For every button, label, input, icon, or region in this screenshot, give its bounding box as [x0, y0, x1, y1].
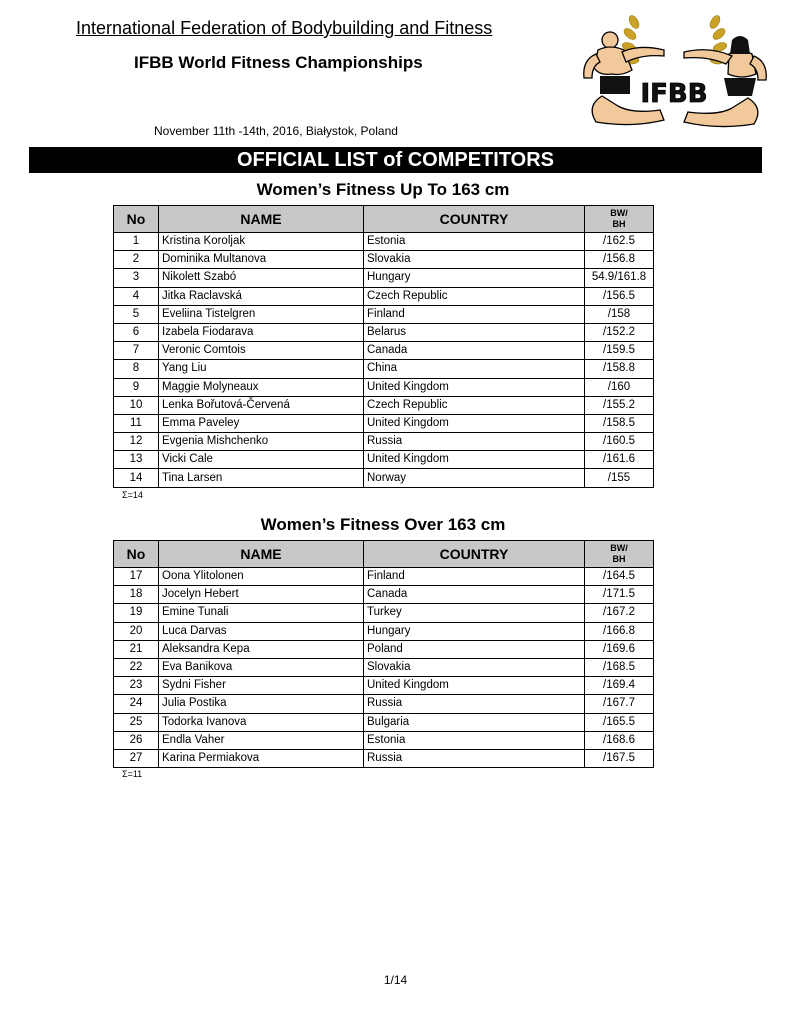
ifbb-logo: [572, 10, 777, 146]
table-row: [114, 396, 654, 414]
section-count-over-163: Σ=11: [122, 769, 143, 779]
cell-country: Canada: [364, 342, 585, 360]
column-header-name: NAME: [159, 206, 364, 233]
column-header-no: No: [114, 206, 159, 233]
cell-country: Bulgaria: [364, 713, 585, 731]
cell-name: Maggie Molyneaux: [159, 378, 364, 396]
cell-name: Nikolett Szabó: [159, 269, 364, 287]
cell-country: Czech Republic: [364, 396, 585, 414]
cell-bw-bh: /156.8: [585, 251, 654, 269]
cell-name: Todorka Ivanova: [159, 713, 364, 731]
cell-country: Hungary: [364, 269, 585, 287]
competitors-table-up-to-163: [113, 205, 654, 488]
cell-number: 19: [114, 604, 159, 622]
cell-number: 18: [114, 586, 159, 604]
column-header-bh: BH: [612, 554, 626, 564]
table-row: [114, 640, 654, 658]
cell-bw-bh: /166.8: [585, 622, 654, 640]
column-header-bw-bh: [585, 541, 654, 568]
cell-bw-bh: /168.5: [585, 658, 654, 676]
section-title-over-163: Women’s Fitness Over 163 cm: [260, 515, 506, 534]
column-header-country: COUNTRY: [364, 541, 585, 568]
table-row: [114, 469, 654, 487]
table-row: [114, 414, 654, 432]
cell-bw-bh: /169.6: [585, 640, 654, 658]
cell-bw-bh: /160.5: [585, 433, 654, 451]
cell-name: Veronic Comtois: [159, 342, 364, 360]
cell-country: Estonia: [364, 731, 585, 749]
cell-number: 27: [114, 749, 159, 767]
cell-country: Finland: [364, 305, 585, 323]
cell-bw-bh: /152.2: [585, 323, 654, 341]
organization-title: International Federation of Bodybuilding and Fitness: [76, 18, 493, 38]
table-row: [114, 251, 654, 269]
table-row: [114, 677, 654, 695]
cell-name: Eva Banikova: [159, 658, 364, 676]
cell-name: Oona Ylitolonen: [159, 568, 364, 586]
cell-country: Czech Republic: [364, 287, 585, 305]
cell-name: Jitka Raclavská: [159, 287, 364, 305]
table-row: [114, 586, 654, 604]
table-row: [114, 269, 654, 287]
cell-bw-bh: /171.5: [585, 586, 654, 604]
cell-country: Belarus: [364, 323, 585, 341]
cell-name: Jocelyn Hebert: [159, 586, 364, 604]
page-number: 1/14: [383, 973, 408, 987]
cell-bw-bh: /162.5: [585, 233, 654, 251]
column-header-bh: BH: [612, 219, 626, 229]
cell-number: 11: [114, 414, 159, 432]
cell-name: Eveliina Tistelgren: [159, 305, 364, 323]
table-row: [114, 451, 654, 469]
cell-country: United Kingdom: [364, 677, 585, 695]
cell-name: Vicki Cale: [159, 451, 364, 469]
column-header-bw-bh: [585, 206, 654, 233]
cell-number: 5: [114, 305, 159, 323]
cell-number: 17: [114, 568, 159, 586]
cell-number: 14: [114, 469, 159, 487]
table-row: [114, 695, 654, 713]
cell-number: 21: [114, 640, 159, 658]
cell-name: Emma Paveley: [159, 414, 364, 432]
cell-name: Luca Darvas: [159, 622, 364, 640]
cell-bw-bh: /168.6: [585, 731, 654, 749]
cell-bw-bh: /167.7: [585, 695, 654, 713]
column-header-name: NAME: [159, 541, 364, 568]
cell-country: Russia: [364, 749, 585, 767]
table-row: [114, 342, 654, 360]
table-row: [114, 604, 654, 622]
official-list-banner: OFFICIAL LIST of COMPETITORS: [29, 147, 762, 173]
cell-name: Endla Vaher: [159, 731, 364, 749]
cell-name: Karina Permiakova: [159, 749, 364, 767]
cell-name: Dominika Multanova: [159, 251, 364, 269]
table-row: [114, 749, 654, 767]
cell-number: 20: [114, 622, 159, 640]
table-row: [114, 658, 654, 676]
cell-number: 26: [114, 731, 159, 749]
column-header-no: No: [114, 541, 159, 568]
cell-number: 23: [114, 677, 159, 695]
cell-country: Poland: [364, 640, 585, 658]
cell-country: United Kingdom: [364, 378, 585, 396]
cell-number: 2: [114, 251, 159, 269]
table-row: [114, 568, 654, 586]
cell-bw-bh: /156.5: [585, 287, 654, 305]
table-row: [114, 731, 654, 749]
cell-bw-bh: /164.5: [585, 568, 654, 586]
section-title-up-to-163: Women’s Fitness Up To 163 cm: [256, 180, 510, 199]
cell-bw-bh: /155.2: [585, 396, 654, 414]
logo-text: IFBB: [640, 79, 708, 109]
cell-bw-bh: 54.9/161.8: [585, 269, 654, 287]
cell-number: 22: [114, 658, 159, 676]
cell-country: United Kingdom: [364, 451, 585, 469]
cell-country: Estonia: [364, 233, 585, 251]
cell-country: Slovakia: [364, 251, 585, 269]
cell-country: Finland: [364, 568, 585, 586]
cell-number: 25: [114, 713, 159, 731]
cell-country: China: [364, 360, 585, 378]
cell-country: Norway: [364, 469, 585, 487]
column-header-country: COUNTRY: [364, 206, 585, 233]
table-row: [114, 233, 654, 251]
cell-country: Canada: [364, 586, 585, 604]
cell-bw-bh: /169.4: [585, 677, 654, 695]
event-title: IFBB World Fitness Championships: [134, 53, 423, 72]
cell-name: Lenka Bořutová-Červená: [159, 396, 364, 414]
event-date-location: November 11th -14th, 2016, Białystok, Poland: [154, 124, 398, 138]
column-header-bw: BW/: [610, 208, 628, 218]
table-row: [114, 360, 654, 378]
table-row: [114, 378, 654, 396]
cell-name: Kristina Koroljak: [159, 233, 364, 251]
cell-bw-bh: /161.6: [585, 451, 654, 469]
cell-number: 7: [114, 342, 159, 360]
cell-name: Aleksandra Kepa: [159, 640, 364, 658]
cell-number: 24: [114, 695, 159, 713]
cell-number: 12: [114, 433, 159, 451]
table-row: [114, 305, 654, 323]
cell-bw-bh: /167.5: [585, 749, 654, 767]
cell-bw-bh: /165.5: [585, 713, 654, 731]
cell-bw-bh: /167.2: [585, 604, 654, 622]
cell-bw-bh: /158: [585, 305, 654, 323]
cell-bw-bh: /159.5: [585, 342, 654, 360]
cell-name: Julia Postika: [159, 695, 364, 713]
column-header-bw: BW/: [610, 543, 628, 553]
cell-bw-bh: /158.5: [585, 414, 654, 432]
cell-country: Turkey: [364, 604, 585, 622]
cell-name: Evgenia Mishchenko: [159, 433, 364, 451]
cell-number: 10: [114, 396, 159, 414]
cell-bw-bh: /158.8: [585, 360, 654, 378]
cell-name: Yang Liu: [159, 360, 364, 378]
cell-number: 1: [114, 233, 159, 251]
cell-country: Russia: [364, 695, 585, 713]
cell-name: Izabela Fiodarava: [159, 323, 364, 341]
table-row: [114, 713, 654, 731]
cell-number: 6: [114, 323, 159, 341]
cell-number: 8: [114, 360, 159, 378]
cell-name: Emine Tunali: [159, 604, 364, 622]
cell-country: Russia: [364, 433, 585, 451]
competitors-table-over-163: [113, 540, 654, 768]
cell-country: Hungary: [364, 622, 585, 640]
table-row: [114, 287, 654, 305]
table-row: [114, 323, 654, 341]
cell-number: 9: [114, 378, 159, 396]
cell-bw-bh: /160: [585, 378, 654, 396]
cell-bw-bh: /155: [585, 469, 654, 487]
table-body: [114, 233, 654, 488]
table-row: [114, 622, 654, 640]
cell-country: Slovakia: [364, 658, 585, 676]
cell-country: United Kingdom: [364, 414, 585, 432]
cell-name: Tina Larsen: [159, 469, 364, 487]
section-count-up-to-163: Σ=14: [122, 490, 143, 500]
cell-name: Sydni Fisher: [159, 677, 364, 695]
cell-number: 3: [114, 269, 159, 287]
cell-number: 4: [114, 287, 159, 305]
cell-number: 13: [114, 451, 159, 469]
table-body: [114, 568, 654, 768]
table-row: [114, 433, 654, 451]
